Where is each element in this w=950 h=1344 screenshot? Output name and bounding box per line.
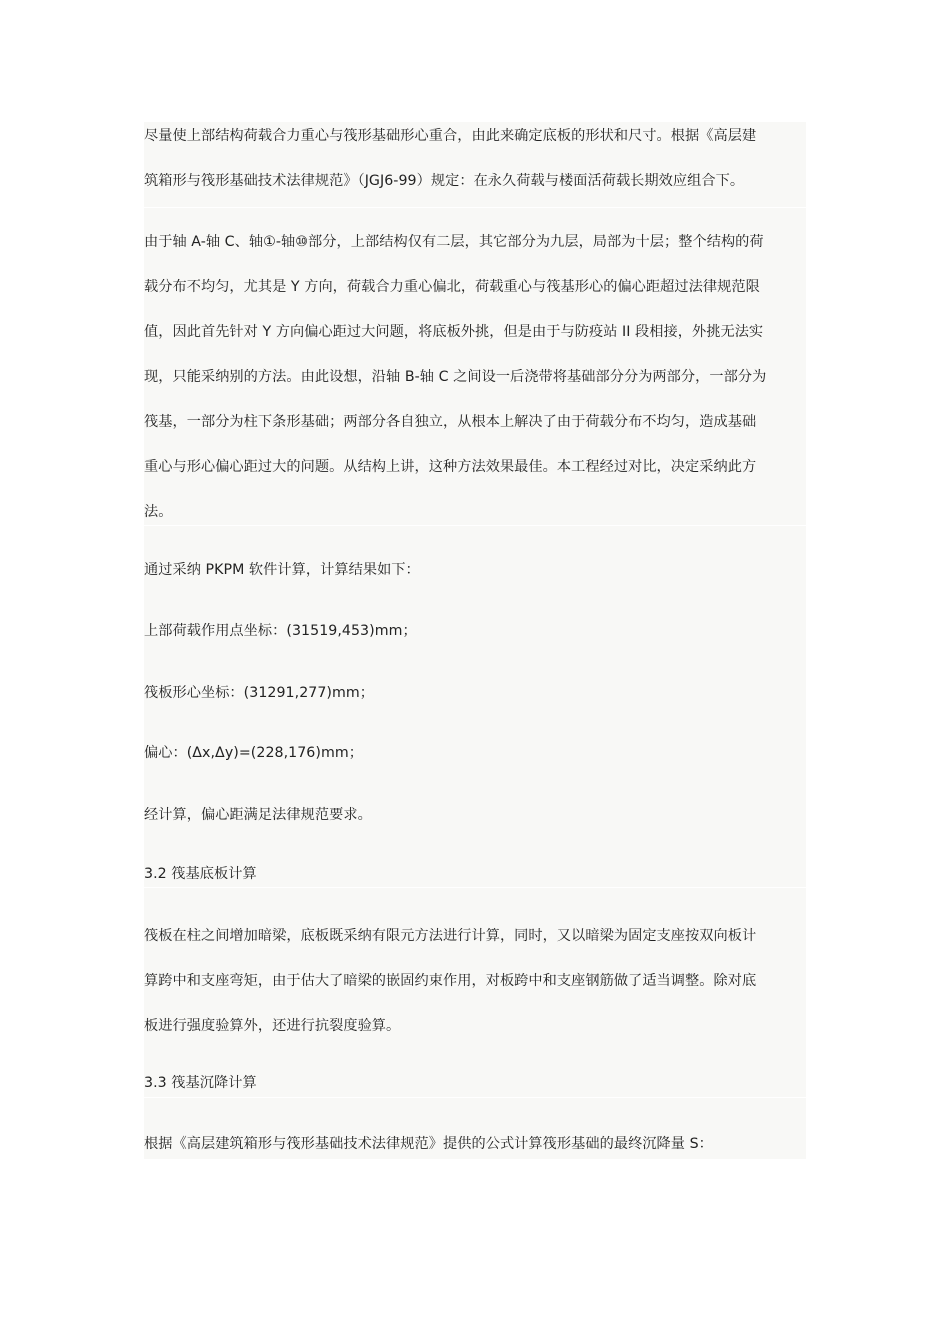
text-line: 载分布不均匀，尤其是 Y 方向，荷载合力重心偏北，荷载重心与筏基形心的偏心距超过法律规范限: [144, 279, 760, 295]
text-line: 筏基，一部分为柱下条形基础；两部分各自独立，从根本上解决了由于荷载分布不均匀，造成基础: [144, 414, 757, 430]
text-line: 值，因此首先针对 Y 方向偏心距过大问题，将底板外挑，但是由于与防疫站 II 段相接，外挑无法实: [144, 324, 764, 340]
text-line: 算跨中和支座弯矩，由于估大了暗梁的嵌固约束作用，对板跨中和支座钢筋做了适当调整。除对底: [144, 973, 757, 989]
paragraph-design-principle: [144, 114, 806, 204]
paragraph-load-point: [144, 609, 806, 654]
paragraph-raft-centroid: [144, 671, 806, 716]
paragraph-eccentricity-value: [144, 731, 806, 776]
text-line: 法。: [144, 504, 173, 520]
paragraph-divider: [144, 887, 806, 888]
text-line: 筏板在柱之间增加暗梁，底板既采纳有限元方法进行计算，同时，又以暗梁为固定支座按双向板计: [144, 928, 757, 944]
section-heading-3-2: [144, 852, 806, 897]
text-line: 现，只能采纳别的方法。由此设想，沿轴 B-轴 C 之间设一后浇带将基础部分分为两部分，一部分为: [144, 369, 767, 385]
paragraph-slab-calculation: [144, 914, 806, 1049]
text-line: 上部荷载作用点坐标：(31519,453)mm；: [144, 623, 417, 639]
text-line: 筑箱形与筏形基础技术法律规范》（JGJ6-99）规定：在永久荷载与楼面活荷载长期效应组合下。: [144, 173, 745, 189]
text-line: 尽量使上部结构荷载合力重心与筏形基础形心重合，由此来确定底板的形状和尺寸。根据《高层建: [144, 128, 757, 144]
paragraph-divider: [144, 207, 806, 208]
text-line: 根据《高层建筑箱形与筏形基础技术法律规范》提供的公式计算筏形基础的最终沉降量 S：: [144, 1136, 713, 1152]
paragraph-settlement-formula: [144, 1122, 806, 1167]
text-line: 偏心：(Δx,Δy)=(228,176)mm；: [144, 745, 363, 761]
text-line: 由于轴 A-轴 C、轴①-轴⑩部分，上部结构仅有二层，其它部分为九层，局部为十层；整个结构的荷: [144, 234, 764, 250]
document-page: [144, 122, 806, 1159]
section-heading-3-3: [144, 1061, 806, 1106]
paragraph-calculation-conclusion: [144, 793, 806, 838]
text-line: 筏板形心坐标：(31291,277)mm；: [144, 685, 374, 701]
text-line: 经计算，偏心距满足法律规范要求。: [144, 807, 372, 823]
paragraph-eccentricity-solution: [144, 220, 806, 535]
paragraph-pkpm-intro: [144, 548, 806, 593]
text-line: 通过采纳 PKPM 软件计算，计算结果如下：: [144, 562, 420, 578]
text-line: 重心与形心偏心距过大的问题。从结构上讲，这种方法效果最佳。本工程经过对比，决定采纳此方: [144, 459, 757, 475]
paragraph-divider: [144, 1097, 806, 1098]
section-heading: 3.3 筏基沉降计算: [144, 1075, 257, 1091]
section-heading: 3.2 筏基底板计算: [144, 866, 257, 882]
paragraph-divider: [144, 525, 806, 526]
text-line: 板进行强度验算外，还进行抗裂度验算。: [144, 1018, 401, 1034]
